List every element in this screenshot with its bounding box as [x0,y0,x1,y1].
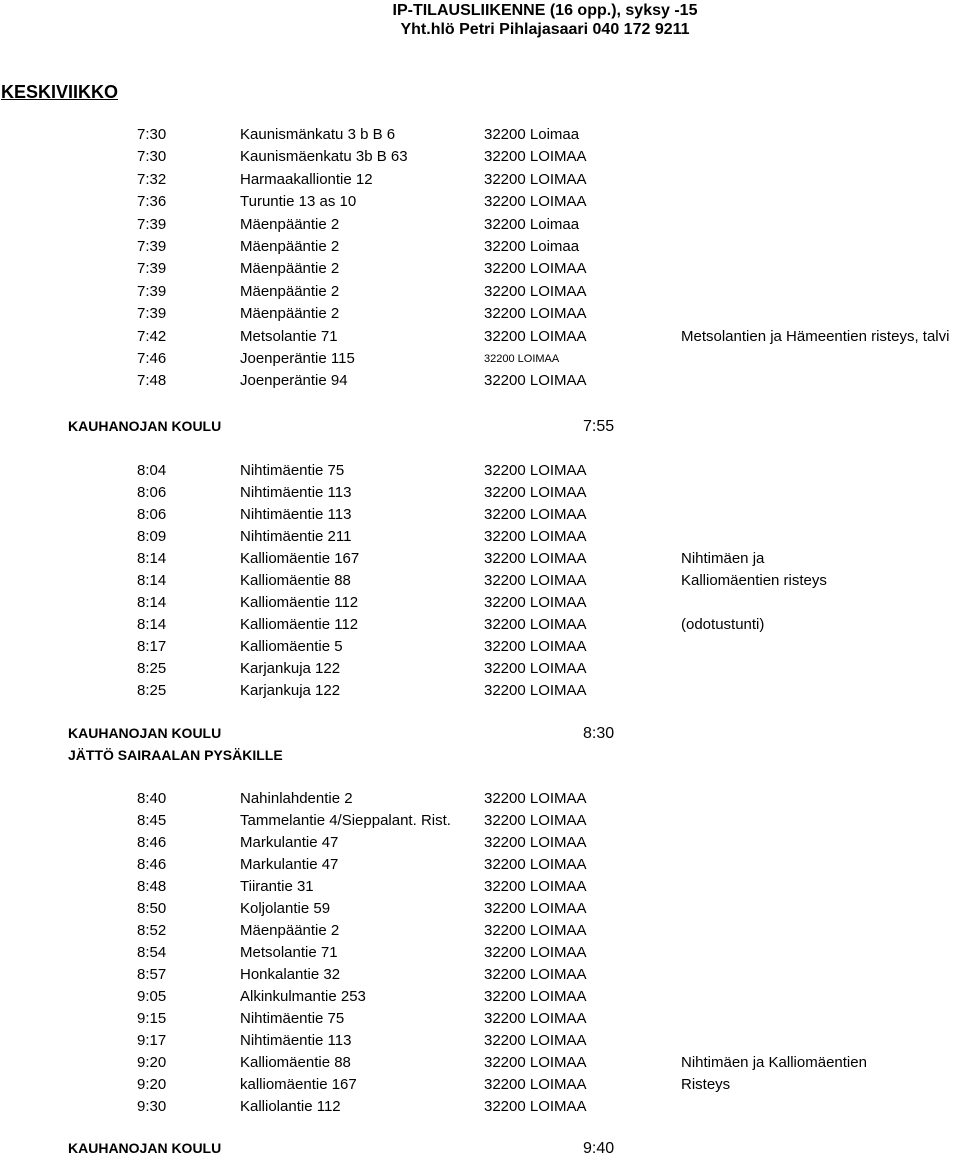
pickup-time: 8:06 [137,506,167,523]
pickup-address: Kalliomäentie 5 [240,638,343,655]
pickup-time: 8:14 [137,572,167,589]
postal-city: 32200 LOIMAA [484,878,587,895]
school-stop-3 [0,1140,960,1162]
postal-city: 32200 LOIMAA [484,506,587,523]
postal-city: 32200 LOIMAA [484,922,587,939]
postal-city: 32200 LOIMAA [484,1054,587,1071]
pickup-address: Kaunismäenkatu 3b B 63 [240,148,408,166]
pickup-time: 9:15 [137,1010,167,1027]
postal-city: 32200 LOIMAA [484,660,587,677]
pickup-time: 8:52 [137,922,167,939]
postal-city: 32200 LOIMAA [484,572,587,589]
school-name: KAUHANOJAN KOULU [68,725,222,741]
pickup-time: 7:30 [137,126,167,143]
pickup-time: 8:50 [137,900,167,917]
pickup-time: 7:39 [137,215,167,233]
pickup-address: Mäenpääntie 2 [240,215,340,233]
pickup-address: Nahinlahdentie 2 [240,790,353,807]
pickup-address: Karjankuja 122 [240,682,341,699]
pickup-address: Kalliomäentie 112 [240,594,359,611]
row-note: Kalliomäentien risteys [681,572,827,589]
pickup-time: 8:14 [137,594,167,611]
postal-city: 32200 LOIMAA [484,682,587,699]
postal-city: 32200 LOIMAA [484,638,587,655]
pickup-address: kalliomäentie 167 [240,1076,357,1093]
pickup-time: 7:32 [137,170,167,188]
postal-city: 32200 LOIMAA [484,353,560,365]
pickup-time: 7:36 [137,193,167,211]
pickup-address: Nihtimäentie 211 [240,528,352,545]
pickup-time: 9:30 [137,1098,167,1115]
pickup-address: Nihtimäentie 113 [240,506,352,523]
school-stop-1 [0,418,960,440]
pickup-address: Nihtimäentie 75 [240,1010,345,1027]
pickup-address: Turuntie 13 as 10 [240,193,357,211]
pickup-time: 7:30 [137,148,167,166]
postal-city: 32200 LOIMAA [484,812,587,829]
postal-city: 32200 Loimaa [484,238,580,255]
postal-city: 32200 LOIMAA [484,327,587,345]
pickup-time: 8:14 [137,550,167,567]
pickup-address: Honkalantie 32 [240,966,341,983]
pickup-address: Kaunismänkatu 3 b B 6 [240,126,396,143]
postal-city: 32200 LOIMAA [484,260,587,278]
postal-city: 32200 LOIMAA [484,616,587,633]
pickup-address: Nihtimäentie 113 [240,484,352,501]
pickup-time: 8:57 [137,966,167,983]
dropoff-note: JÄTTÖ SAIRAALAN PYSÄKILLE [68,747,283,763]
pickup-time: 9:20 [137,1054,167,1071]
pickup-time: 8:09 [137,528,167,545]
pickup-time: 7:39 [137,282,167,300]
pickup-time: 7:39 [137,305,167,323]
pickup-time: 9:17 [137,1032,167,1049]
school-arrival-time: 9:40 [583,1140,615,1157]
row-note: Nihtimäen ja Kalliomäentien [681,1054,867,1071]
pickup-address: Nihtimäentie 75 [240,462,345,479]
postal-city: 32200 LOIMAA [484,193,587,211]
contact-line: Yht.hlö Petri Pihlajasaari 040 172 9211 [400,21,690,38]
postal-city: 32200 LOIMAA [484,148,587,166]
pickup-address: Markulantie 47 [240,834,339,851]
pickup-address: Kalliomäentie 88 [240,572,351,589]
pickup-address: Harmaakalliontie 12 [240,170,373,188]
pickup-address: Kalliomäentie 88 [240,1054,351,1071]
pickup-time: 8:25 [137,660,167,677]
pickup-time: 8:54 [137,944,167,961]
postal-city: 32200 LOIMAA [484,834,587,851]
postal-city: 32200 LOIMAA [484,372,587,390]
pickup-address: Tiirantie 31 [240,878,314,895]
pickup-time: 7:42 [137,327,167,345]
pickup-time: 8:17 [137,638,167,655]
postal-city: 32200 Loimaa [484,126,580,143]
weekday-heading: KESKIVIIKKO [1,82,119,102]
postal-city: 32200 LOIMAA [484,1032,587,1049]
pickup-address: Mäenpääntie 2 [240,260,340,278]
school-name: KAUHANOJAN KOULU [68,1140,222,1156]
postal-city: 32200 LOIMAA [484,1076,587,1093]
row-note: (odotustunti) [681,616,765,633]
pickup-time: 8:45 [137,812,167,829]
pickup-address: Joenperäntie 94 [240,372,348,390]
pickup-time: 8:25 [137,682,167,699]
pickup-address: Mäenpääntie 2 [240,282,340,300]
postal-city: 32200 LOIMAA [484,462,587,479]
pickup-time: 7:39 [137,238,167,255]
school-name: KAUHANOJAN KOULU [68,418,222,434]
document-title: IP-TILAUSLIIKENNE (16 opp.), syksy -15 [392,2,698,19]
pickup-address: Mäenpääntie 2 [240,922,340,939]
pickup-address: Mäenpääntie 2 [240,238,340,255]
pickup-address: Markulantie 47 [240,856,339,873]
pickup-time: 8:40 [137,790,167,807]
postal-city: 32200 LOIMAA [484,966,587,983]
postal-city: 32200 LOIMAA [484,550,587,567]
pickup-time: 8:04 [137,462,167,479]
postal-city: 32200 LOIMAA [484,1098,587,1115]
postal-city: 32200 Loimaa [484,215,580,233]
pickup-address: Mäenpääntie 2 [240,305,340,323]
postal-city: 32200 LOIMAA [484,988,587,1005]
postal-city: 32200 LOIMAA [484,1010,587,1027]
postal-city: 32200 LOIMAA [484,594,587,611]
pickup-address: Nihtimäentie 113 [240,1032,352,1049]
postal-city: 32200 LOIMAA [484,528,587,545]
pickup-time: 8:46 [137,856,167,873]
pickup-address: Koljolantie 59 [240,900,331,917]
pickup-time: 8:48 [137,878,167,895]
postal-city: 32200 LOIMAA [484,170,587,188]
pickup-time: 7:46 [137,350,167,367]
pickup-address: Metsolantie 71 [240,327,338,345]
postal-city: 32200 LOIMAA [484,282,587,300]
school-arrival-time: 7:55 [583,418,615,435]
postal-city: 32200 LOIMAA [484,484,587,501]
pickup-time: 7:48 [137,372,167,390]
postal-city: 32200 LOIMAA [484,790,587,807]
pickup-time: 9:20 [137,1076,167,1093]
pickup-time: 8:46 [137,834,167,851]
pickup-time: 8:06 [137,484,167,501]
pickup-address: Kalliolantie 112 [240,1098,341,1115]
pickup-address: Joenperäntie 115 [240,350,355,367]
row-note: Risteys [681,1076,731,1093]
school-stop-2 [0,725,960,747]
postal-city: 32200 LOIMAA [484,944,587,961]
pickup-address: Karjankuja 122 [240,660,341,677]
pickup-time: 7:39 [137,260,167,278]
row-note: Metsolantien ja Hämeentien risteys, talvi [681,327,950,345]
school-arrival-time: 8:30 [583,725,615,742]
pickup-address: Kalliomäentie 112 [240,616,359,633]
row-note: Nihtimäen ja [681,550,765,567]
postal-city: 32200 LOIMAA [484,305,587,323]
pickup-address: Kalliomäentie 167 [240,550,360,567]
pickup-address: Tammelantie 4/Sieppalant. Rist. [240,812,451,829]
pickup-address: Alkinkulmantie 253 [240,988,366,1005]
postal-city: 32200 LOIMAA [484,856,587,873]
postal-city: 32200 LOIMAA [484,900,587,917]
pickup-address: Metsolantie 71 [240,944,338,961]
pickup-time: 9:05 [137,988,167,1005]
pickup-time: 8:14 [137,616,167,633]
